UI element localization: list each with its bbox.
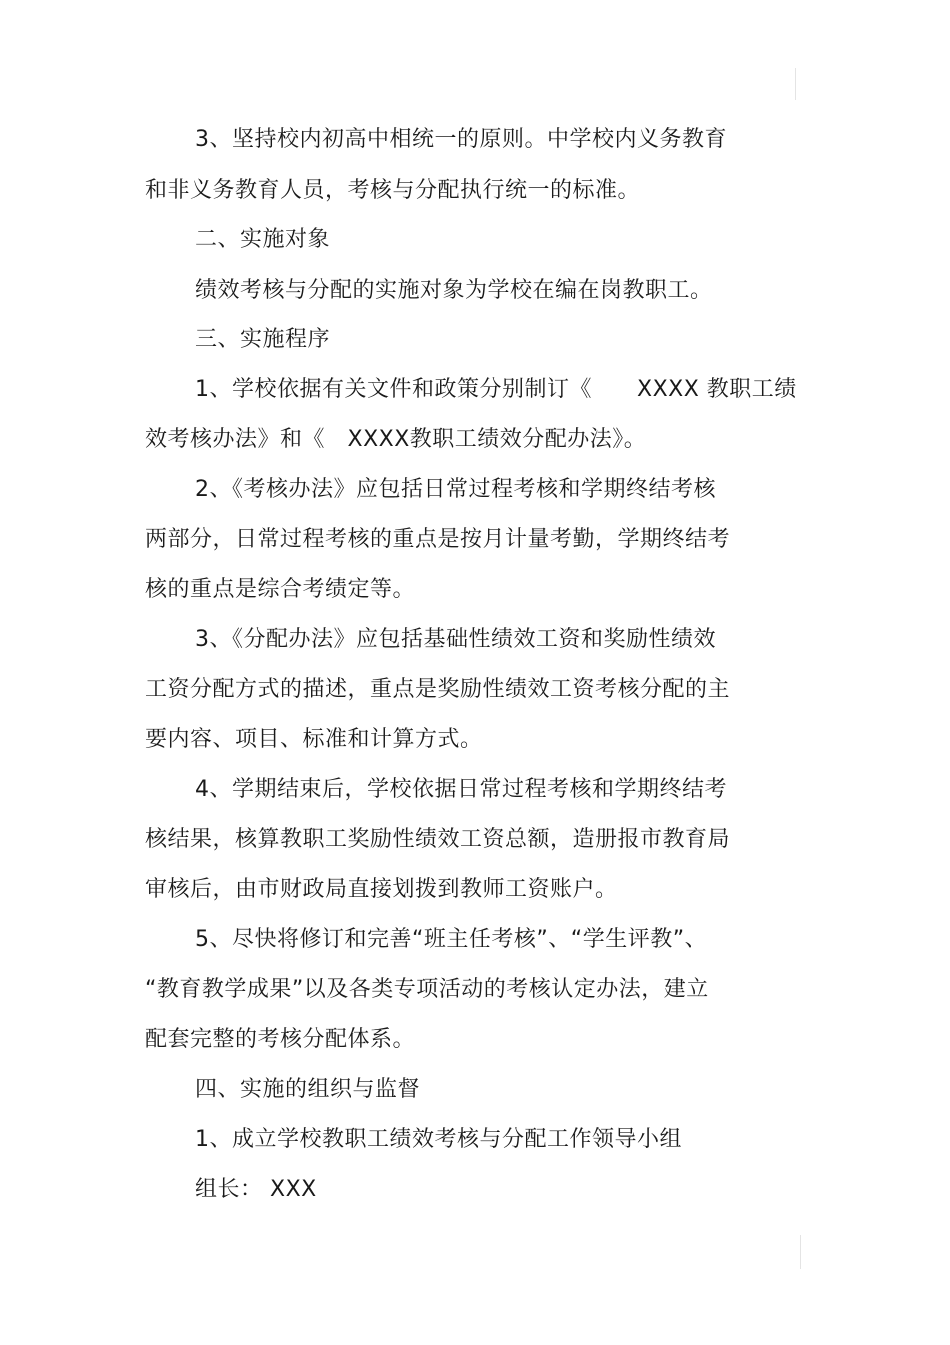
text-line-8: 2、《考核办法》应包括日常过程考核和学期终结考核 (195, 477, 716, 502)
section-heading-2: 二、实施对象 (195, 227, 331, 252)
text-line-15: 核结果，核算教职工奖励性绩效工资总额，造册报市教育局 (145, 827, 731, 852)
text-line-14: 4、学期结束后，学校依据日常过程考核和学期终结考 (195, 777, 727, 802)
text-line-16: 审核后，由市财政局直接划拨到教师工资账户。 (145, 877, 618, 902)
text-line-2: 和非义务教育人员，考核与分配执行统一的标准。 (145, 178, 641, 203)
text-line-11: 3、《分配办法》应包括基础性绩效工资和奖励性绩效 (195, 627, 716, 652)
section-heading-4: 四、实施的组织与监督 (195, 1077, 421, 1102)
text-line-21: 1、成立学校教职工绩效考核与分配工作领导小组 (195, 1127, 682, 1152)
text-line-19: 配套完整的考核分配体系。 (145, 1027, 416, 1052)
text-line-18: “教育教学成果”以及各类专项活动的考核认定办法，建立 (145, 977, 709, 1002)
text-line-9: 两部分，日常过程考核的重点是按月计量考勤，学期终结考 (145, 527, 731, 552)
text-line-6: 1、学校依据有关文件和政策分别制订《 XXXX 教职工绩 (195, 377, 797, 402)
corner-mark-bottom (800, 1235, 801, 1269)
text-line-17: 5、尽快将修订和完善“班主任考核”、“学生评教”、 (195, 927, 708, 952)
text-line-22: 组长： XXX (195, 1177, 317, 1202)
text-line-7: 效考核办法》和《 XXXX教职工绩效分配办法》。 (145, 427, 647, 452)
text-line-1: 3、坚持校内初高中相统一的原则。中学校内义务教育 (195, 127, 727, 152)
text-line-10: 核的重点是综合考绩定等。 (145, 577, 416, 602)
corner-mark-top (795, 68, 796, 100)
text-line-12: 工资分配方式的描述，重点是奖励性绩效工资考核分配的主 (145, 677, 731, 702)
text-line-4: 绩效考核与分配的实施对象为学校在编在岗教职工。 (195, 278, 713, 303)
section-heading-3: 三、实施程序 (195, 327, 331, 352)
text-line-13: 要内容、项目、标准和计算方式。 (145, 727, 483, 752)
